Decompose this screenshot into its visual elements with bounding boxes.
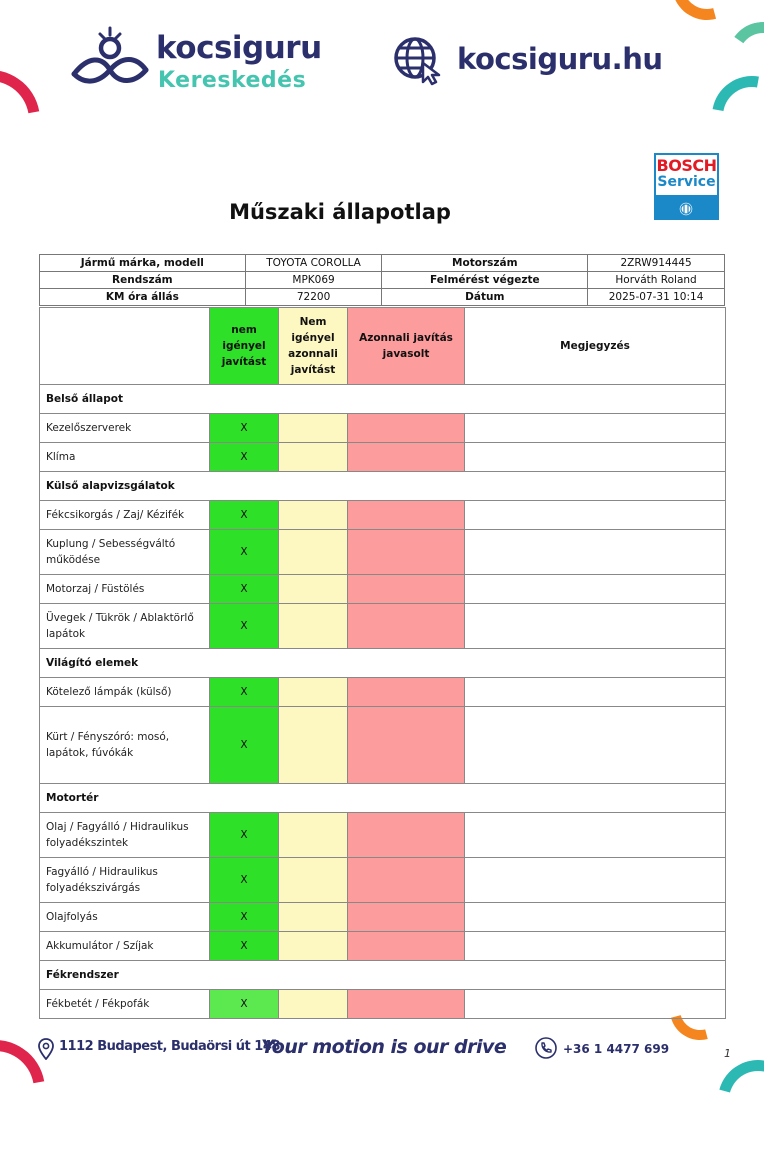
table-row [40,858,726,903]
cell-not-urgent [279,604,348,649]
info-row [40,272,725,289]
cell-note [465,575,726,604]
cell-note [465,903,726,932]
cell-note [465,813,726,858]
item-label: Üvegek / Tükrök / Ablaktörlő lapátok [40,604,210,649]
mark-ok: X [210,678,279,707]
cell-urgent [348,932,465,961]
cell-urgent [348,990,465,1019]
table-row [40,501,726,530]
section-row [40,784,726,813]
header-no-repair: nem igényel javítást [210,308,279,385]
footer-slogan: Your motion is our drive [261,1036,507,1058]
cell-not-urgent [279,678,348,707]
header-note: Megjegyzés [465,308,726,385]
header-not-urgent: Nem igényel azonnali javítást [279,308,348,385]
cell-urgent [348,858,465,903]
cell-not-urgent [279,858,348,903]
info-row [40,289,725,306]
guru-figure-icon [68,26,152,88]
item-label: Olajfolyás [40,903,210,932]
mark-ok: X [210,858,279,903]
cell-not-urgent [279,575,348,604]
info-value: TOYOTA COROLLA [245,255,382,272]
mark-ok: X [210,707,279,784]
mark-ok: X [210,414,279,443]
table-row [40,604,726,649]
table-row [40,414,726,443]
cell-note [465,932,726,961]
decor-arc-bottom-left [0,1020,65,1159]
info-value: 2025-07-31 10:14 [588,289,725,306]
cell-urgent [348,903,465,932]
vehicle-info-table [39,254,725,306]
info-label: Jármű márka, modell [40,255,246,272]
condition-table [39,307,726,1019]
cell-urgent [348,501,465,530]
decor-arc-top-right-orange [659,0,755,33]
info-value: Horváth Roland [588,272,725,289]
cell-not-urgent [279,990,348,1019]
info-label: Motorszám [382,255,588,272]
cell-note [465,678,726,707]
cell-note [465,604,726,649]
info-label: Rendszám [40,272,246,289]
header-urgent: Azonnali javítás javasolt [348,308,465,385]
section-title: Fékrendszer [40,961,726,990]
cell-note [465,414,726,443]
cell-not-urgent [279,414,348,443]
website-logo [393,36,673,86]
cell-not-urgent [279,443,348,472]
item-label: Kötelező lámpák (külső) [40,678,210,707]
bosch-label: BOSCH [656,156,717,175]
item-label: Akkumulátor / Szíjak [40,932,210,961]
table-row [40,903,726,932]
cell-note [465,858,726,903]
item-label: Kürt / Fényszóró: mosó, lapátok, fúvókák [40,707,210,784]
section-row [40,649,726,678]
section-title: Motortér [40,784,726,813]
mark-ok: X [210,530,279,575]
cell-note [465,501,726,530]
mark-ok: X [210,903,279,932]
section-title: Belső állapot [40,385,726,414]
mark-ok: X [210,443,279,472]
cell-not-urgent [279,932,348,961]
section-row [40,385,726,414]
cell-not-urgent [279,813,348,858]
cell-not-urgent [279,707,348,784]
info-value: 2ZRW914445 [588,255,725,272]
cell-note [465,443,726,472]
table-row [40,443,726,472]
info-row [40,255,725,272]
mark-ok: X [210,932,279,961]
page-number: 1 [724,1047,731,1060]
decor-arc-bottom-right-teal [703,1045,764,1154]
table-row [40,530,726,575]
section-row [40,961,726,990]
mark-ok: X [210,501,279,530]
table-row [40,990,726,1019]
mark-ok: X [210,575,279,604]
table-row [40,575,726,604]
item-label: Olaj / Fagyálló / Hidraulikus folyadékszintek [40,813,210,858]
header-blank [40,308,210,385]
cell-not-urgent [279,501,348,530]
footer-phone: +36 1 4477 699 [563,1042,670,1056]
globe-cursor-icon [393,36,443,86]
website-name: kocsiguru.hu [457,42,663,76]
table-row [40,932,726,961]
cell-note [465,530,726,575]
cell-urgent [348,530,465,575]
info-label: Dátum [382,289,588,306]
cell-urgent [348,414,465,443]
cell-urgent [348,707,465,784]
cell-urgent [348,575,465,604]
cell-not-urgent [279,903,348,932]
footer-address: 1112 Budapest, Budaörsi út 148. [59,1039,285,1054]
item-label: Fagyálló / Hidraulikus folyadékszivárgás [40,858,210,903]
info-value: MPK069 [245,272,382,289]
decor-arc-top-left [0,50,60,189]
item-label: Motorzaj / Füstölés [40,575,210,604]
info-value: 72200 [245,289,382,306]
item-label: Kuplung / Sebességváltó működése [40,530,210,575]
service-label: Service [657,174,716,190]
table-row [40,678,726,707]
item-label: Klíma [40,443,210,472]
item-label: Fékcsikorgás / Zaj/ Kézifék [40,501,210,530]
info-label: KM óra állás [40,289,246,306]
mark-ok: X [210,813,279,858]
cell-note [465,990,726,1019]
section-title: Külső alapvizsgálatok [40,472,726,501]
section-row [40,472,726,501]
info-label: Felmérést végezte [382,272,588,289]
header-row [40,308,726,385]
location-pin-icon [38,1038,54,1060]
item-label: Kezelőszerverek [40,414,210,443]
kocsiguru-logo [68,26,338,96]
mark-ok: X [210,604,279,649]
cell-urgent [348,604,465,649]
phone-icon [535,1037,557,1059]
table-row [40,707,726,784]
item-label: Fékbetét / Fékpofák [40,990,210,1019]
page-title: Műszaki állapotlap [229,200,451,224]
logo-subtitle: Kereskedés [158,68,307,93]
table-row [40,813,726,858]
section-title: Világító elemek [40,649,726,678]
cell-note [465,707,726,784]
cell-urgent [348,678,465,707]
logo-name: kocsiguru [156,30,322,66]
cell-not-urgent [279,530,348,575]
mark-ok: X [210,990,279,1019]
cell-urgent [348,443,465,472]
cell-urgent [348,813,465,858]
